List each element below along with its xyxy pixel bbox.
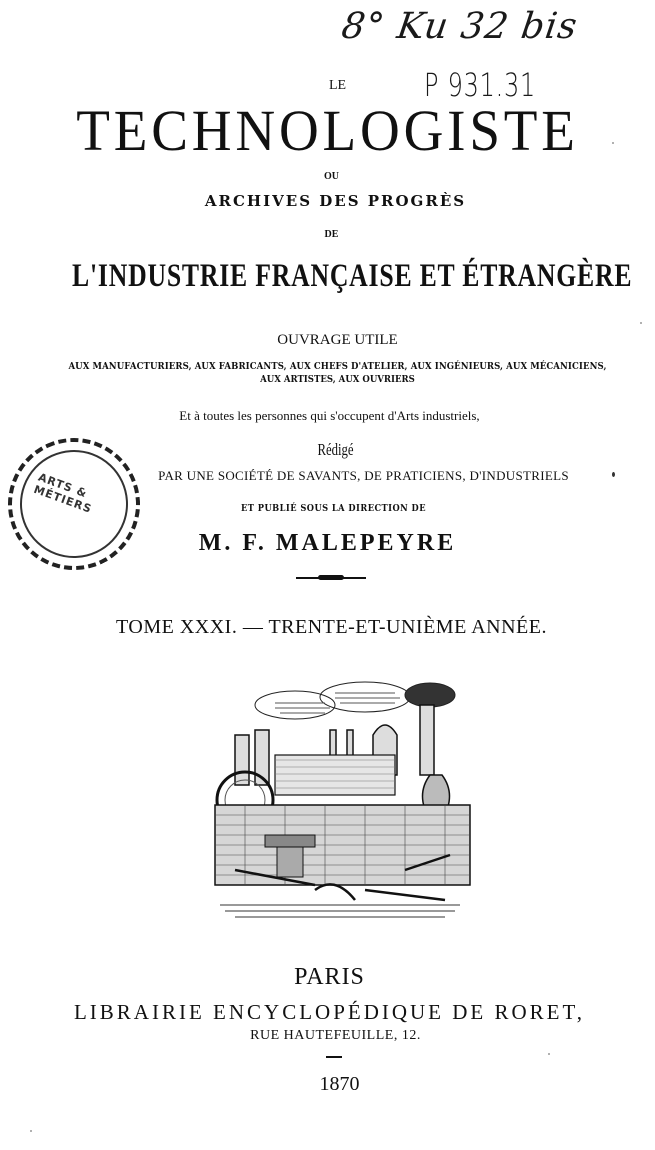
scan-speck bbox=[640, 322, 642, 324]
editor-name: M. F. MALEPEYRE bbox=[198, 530, 457, 556]
title-preposition: DE bbox=[324, 229, 339, 240]
handwritten-shelfmark-1: 8° Ku 32 bis bbox=[339, 6, 581, 47]
scan-speck bbox=[612, 472, 615, 477]
scan-speck bbox=[612, 142, 614, 144]
industrial-vignette-icon bbox=[205, 675, 475, 930]
audience-line-3: Et à toutes les personnes qui s'occupent d'Arts industriels, bbox=[179, 408, 480, 423]
scan-speck bbox=[30, 1130, 32, 1132]
publisher-name: LIBRAIRIE ENCYCLOPÉDIQUE DE RORET, bbox=[73, 1000, 586, 1024]
audience-line-2: AUX ARTISTES, AUX OUVRIERS bbox=[260, 374, 415, 385]
subtitle: ARCHIVES DES PROGRÈS bbox=[204, 192, 467, 210]
audience-line-1: AUX MANUFACTURIERS, AUX FABRICANTS, AUX CHEFS D'ATELIER, AUX INGÉNIEURS, AUX MÉCANICIENS, bbox=[68, 361, 607, 372]
publisher-address: RUE HAUTEFEUILLE, 12. bbox=[250, 1028, 421, 1043]
separator-dash bbox=[326, 1056, 342, 1058]
handwritten-shelfmark-2: P 931.31 bbox=[424, 66, 537, 104]
publication-year: 1870 bbox=[319, 1073, 360, 1095]
title-conjunction: OU bbox=[324, 171, 339, 182]
title-article: LE bbox=[328, 78, 347, 93]
subject-heading: L'INDUSTRIE FRANÇAISE ET ÉTRANGÈRE bbox=[72, 258, 633, 294]
page-title: TECHNOLOGISTE bbox=[76, 98, 579, 163]
published-under-line: ET PUBLIÉ SOUS LA DIRECTION DE bbox=[241, 504, 426, 514]
description: OUVRAGE UTILE bbox=[277, 332, 398, 348]
publication-city: PARIS bbox=[294, 964, 365, 990]
authors-line: PAR UNE SOCIÉTÉ DE SAVANTS, DE PRATICIENS, D'INDUSTRIELS bbox=[158, 468, 569, 483]
stamp-text: ARTS & MÉTIERS bbox=[32, 470, 94, 516]
volume-line: TOME XXXI. — TRENTE-ET-UNIÈME ANNÉE. bbox=[116, 616, 547, 638]
scan-speck bbox=[548, 1053, 550, 1055]
redige-label: Rédigé bbox=[317, 440, 354, 459]
ornamental-rule-center bbox=[318, 575, 344, 580]
